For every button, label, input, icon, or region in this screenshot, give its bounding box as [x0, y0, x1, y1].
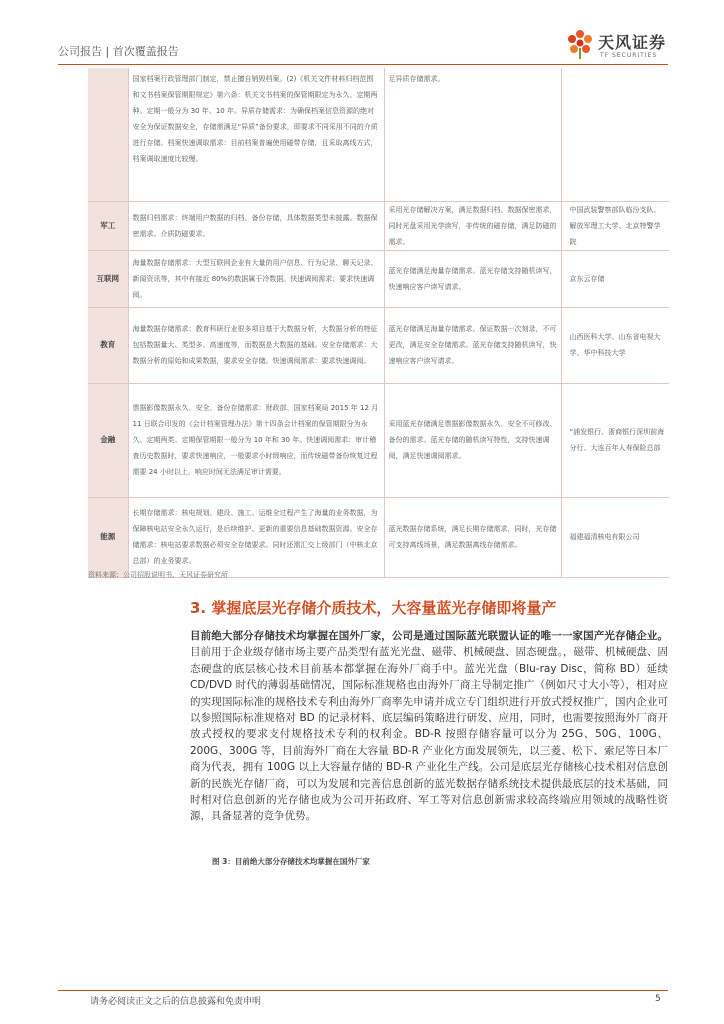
table-row: [88, 201, 669, 250]
footer-divider: [58, 990, 668, 991]
clients-cell: 福建福清核电有限公司: [561, 497, 669, 577]
section-body-paragraph: [190, 628, 668, 825]
requirement-cell: 海量数据存储需求：大型互联网企业有大量的用户信息、行为记录、聊天记录、新闻资讯等，其中有接近 80%的数据属于冷数据。快速调阅需求；要求快速调阅。: [128, 250, 384, 307]
clients-cell: [561, 68, 669, 201]
industry-cell: 互联网: [88, 250, 128, 307]
industry-application-table: [88, 68, 669, 578]
industry-cell: 教育: [88, 307, 128, 383]
table-row: [88, 383, 669, 497]
solution-cell: 蓝光存储满足海量存储需求。保证数据一次刻录，不可更改，满足安全存储需求。蓝光存储支持随机读写，快速响应客户读写请求。: [384, 307, 561, 383]
industry-cell: 能源: [88, 497, 128, 577]
solution-cell: 蓝光存储满足海量存储需求。蓝光存储支持随机读写，快速响应客户读写请求。: [384, 250, 561, 307]
solution-cell: 采用蓝光存储满足票据影像数据永久、安全不可修改、备份的需求。蓝光存储的随机读写特性，支持快速调阅，满足快速调阅需求。: [384, 383, 561, 497]
solution-cell: 采用光存储解决方案，满足数据归档、数据保密需求，同时光盘采用光学读写，非传统的磁存储，满足防磁的需求。: [384, 201, 561, 250]
footer-disclaimer: 请务必阅读正文之后的信息披露和免责申明: [90, 997, 262, 1007]
logo-subtext: TF SECURITIES: [600, 52, 658, 59]
section-body-text: 目前用于企业级存储市场主要产品类型有蓝光光盘、磁带、机械硬盘、固态硬盘。，磁带、机械硬盘、固态硬盘的底层核心技术目前基本都掌握在海外厂商手中。蓝光光盘（Blu-ray Disc，简称 BD）延续 CD/DVD 时代的薄弱基础情况，国际标准规格也由海外厂商主导制定推广（例如尺寸大小等），相对应的实现国际标准的规格技术专利由海外厂商率先申请并成立专门组织进行开放式授权推广，国内企业可以参照国际标准规格对 BD 的记录材料、底层编码策略进行研发、应用，同时，也需要按照海外厂商开放式授权的要求支付规格技术专利的权利金。BD-R 按照存储容量可以分为 25G、50G、100G、200G、300G 等，目前海外厂商在大容量 BD-R 产业化方面发展领先，以三菱、松下、索尼等日本厂商为代表，拥有 100G 以上大容量存储的 BD-R 产业化生产线。公司是底层光存储核心技术相对信息创新的民族光存储厂商，可以为发展和完善信息创新的蓝光数据存储系统技术提供最底层的技术基础，同时相对信息创新的光存储也成为公司开拓政府、军工等对信息创新需求较高终端应用领域的战略性资源，具备显著的竞争优势。: [190, 646, 668, 823]
solution-cell: 足异质存储需求。: [384, 68, 561, 201]
report-type-header: 公司报告 | 首次覆盖报告: [58, 45, 179, 58]
requirement-cell: 票据影像数据永久、安全、备份存储需求：财政部、国家档案局 2015 年 12 月 11 日联合印发的《会计档案管理办法》第十四条会计档案的保管期限分为永久、定期两类。定期保管期限一般分为 10 年和 30 年。快速调阅需求：审计稽查历史数据时，要求快速响应，一般要求小时级响应，而传统磁带备份恢复过程需要 24 小时以上，响应时间无法满足审计需要。: [128, 383, 384, 497]
logo-text: 天风证券: [598, 33, 667, 52]
page-number: 5: [655, 994, 661, 1004]
industry-cell: 军工: [88, 201, 128, 250]
solution-cell: 蓝光数据存储系统，满足长期存储需求，同时，光存储可支持离线场景，满足数据离线存储需求。: [384, 497, 561, 577]
header-divider: [58, 64, 668, 65]
table-row: [88, 250, 669, 307]
table-row: [88, 497, 669, 577]
requirement-cell: 海量数据存储需求：教育科研行业很多项目基于大数据分析，大数据分析的特征包括数据量大、类型多、高速度等，而数据是大数据的基础。安全存储需求：大数据分析的原始和成果数据，要求安全存储。快速调阅需求：要求快速调阅。: [128, 307, 384, 383]
company-logo: [564, 26, 684, 66]
industry-cell: 金融: [88, 383, 128, 497]
clients-cell: “浦发银行、浙商银行深圳前海分行、大连百年人寿保险总部: [561, 383, 669, 497]
figure-caption: 图 3：目前绝大部分存储技术均掌握在国外厂家: [212, 857, 370, 866]
clients-cell: 山西医科大学、山东省电视大学、华中科技大学: [561, 307, 669, 383]
industry-cell: [88, 68, 128, 201]
requirement-cell: 长期存储需求：核电规划、建设、施工、运维全过程产生了海量的业务数据，为保障核电站安全永久运行，是后续维护、更新的重要信息基础数据资源。安全存储需求：核电站要求数据必须安全存储要求。同时还需汇交上级部门（中核北京总部）的业务要求。: [128, 497, 384, 577]
section-lead-sentence: 目前绝大部分存储技术均掌握在国外厂家，公司是通过国际蓝光联盟认证的唯一一家国产光存储企业。: [190, 630, 668, 642]
table-row: [88, 307, 669, 383]
requirement-cell: 数据归档需求：终端用户数据的归档、备份存储，具体数据类型未披露。数据保密需求。介质防磁要求。: [128, 201, 384, 250]
table-source-note: 资料来源：公司招股说明书、天风证券研究所: [88, 571, 228, 579]
clients-cell: 京东云存储: [561, 250, 669, 307]
table-row: [88, 68, 669, 201]
flower-logo-icon: [564, 28, 596, 60]
requirement-cell: 国家档案行政管理部门制定，禁止擅自销毁档案。(2)《机关文件材料归档范围和文书档案保管期限规定》第六条：机关文书档案的保管期限定为永久、定期两种。定期一般分为 30 年、10 年。异质存储需求：为确保档案信息资源的绝对安全为保证数据安全，存储需满足“异质”备份要求，即要求不同采用不同的介质进行存储。档案快速调取需求：目前档案普遍使用磁带存储，且采取离线方式，档案调取速度比较慢。: [128, 68, 384, 201]
section-heading: 3. 掌握底层光存储介质技术，大容量蓝光存储即将量产: [190, 599, 557, 617]
clients-cell: 中国武装警察部队临汾支队、解放军理工大学、北京特警学院: [561, 201, 669, 250]
